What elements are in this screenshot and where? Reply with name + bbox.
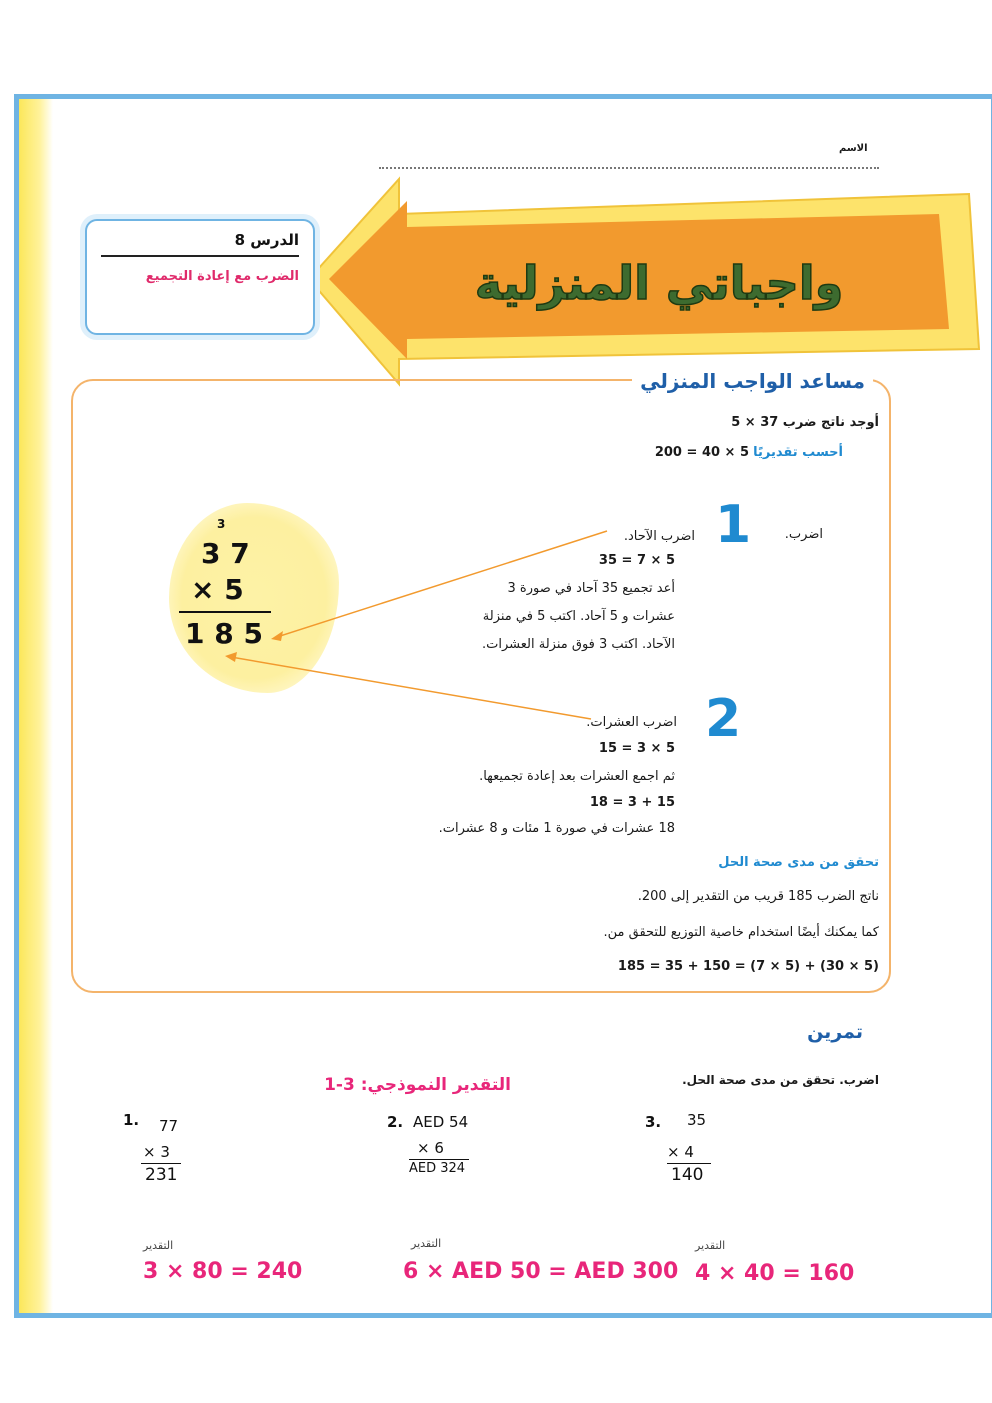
name-label: الاسم [839,143,868,154]
practice-instruction: اضرب. تحقق من مدى صحة الحل. [682,1073,879,1087]
step-1-text-1: أعد تجميع 35 آحاد في صورة 3 [507,581,675,596]
step-2-equation-2: 15 + 3 = 18 [589,795,675,810]
exercise-3-rule [667,1163,711,1164]
exercise-3-bottom: × 4 [667,1143,694,1161]
step-1-text-2: عشرات و 5 آحاد. اكتب 5 في منزلة [482,609,675,624]
arrowhead-step2 [225,652,237,662]
step-arrows [19,99,919,799]
step-2-number: 2 [705,689,742,749]
exercise-2-estimate: 6 × AED 50 = AED 300 [403,1259,679,1284]
check-text-1: ناتج الضرب 185 قريب من التقدير إلى 200. [637,889,879,904]
exercise-3-estimate-label: التقدير [695,1239,726,1252]
exercise-3-estimate: 4 × 40 = 160 [695,1261,855,1286]
lesson-topic: الضرب مع إعادة التجميع [145,269,299,284]
step-2-text-1: ثم اجمع العشرات بعد إعادة تجميعها. [479,769,675,784]
arrow-step2 [231,657,591,719]
find-prompt: أوجد ناتج ضرب 37 × 5 [731,415,879,430]
exercise-3-top: 35 [687,1111,707,1129]
step-1-title: اضرب الآحاد. [623,529,695,544]
exercise-2-number: 2. [387,1113,404,1131]
exercise-1-bottom: × 3 [143,1143,170,1161]
step-1-text-3: الآحاد. اكتب 3 فوق منزلة العشرات. [482,637,675,652]
estimate-label: أحسب تقديريًا [753,445,843,460]
carry-digit: 3 [217,517,226,531]
multiplicand: 3 7 [201,537,250,570]
exercise-2-answer: AED 324 [409,1161,466,1176]
exercise-1-estimate-label: التقدير [143,1239,174,1252]
exercise-2-bottom: × 6 [417,1139,444,1157]
banner-title: واجباتي المنزلية [474,256,844,310]
step-2-title: اضرب العشرات. [586,715,677,730]
model-estimate: التقدير النموذجي: 3-1 [324,1075,511,1095]
estimate-equation: 5 × 40 = 200 [654,445,750,460]
lesson-number: الدرس 8 [101,231,299,257]
step-2-text-2: 18 عشرات في صورة 1 مئات و 8 عشرات. [438,821,675,836]
exercise-1-answer: 231 [145,1165,178,1185]
multiply-label: اضرب. [784,527,823,542]
exercise-1-top: 77 [159,1117,179,1135]
helper-title: مساعد الواجب المنزلي [632,369,873,393]
step-1-number: 1 [715,495,752,555]
check-text-2: كما يمكنك أيضًا استخدام خاصية التوزيع للتحقق من. [603,925,879,940]
exercise-1-rule [141,1163,181,1164]
step-1-equation: 5 × 7 = 35 [598,553,675,568]
page-frame [14,94,992,1318]
exercise-2-estimate-label: التقدير [411,1237,442,1250]
exercise-2-rule [409,1159,469,1160]
multiplier: × 5 [191,573,244,606]
practice-title: تمرين [807,1021,863,1043]
arrowhead-step1 [271,631,283,641]
check-equation: (5 × 30) + (5 × 7) = 150 + 35 = 185 [617,959,879,974]
exercise-3-number: 3. [645,1113,662,1131]
step-2-equation: 5 × 3 = 15 [598,741,675,756]
exercise-2-top: AED 54 [413,1113,469,1131]
exercise-3-answer: 140 [671,1165,704,1185]
exercise-1-estimate: 3 × 80 = 240 [143,1259,303,1284]
product: 1 8 5 [185,617,263,650]
check-title: تحقق من مدى صحة الحل [718,855,879,870]
exercise-1-number: 1. [123,1111,140,1129]
copyright-side-note [931,969,943,1289]
